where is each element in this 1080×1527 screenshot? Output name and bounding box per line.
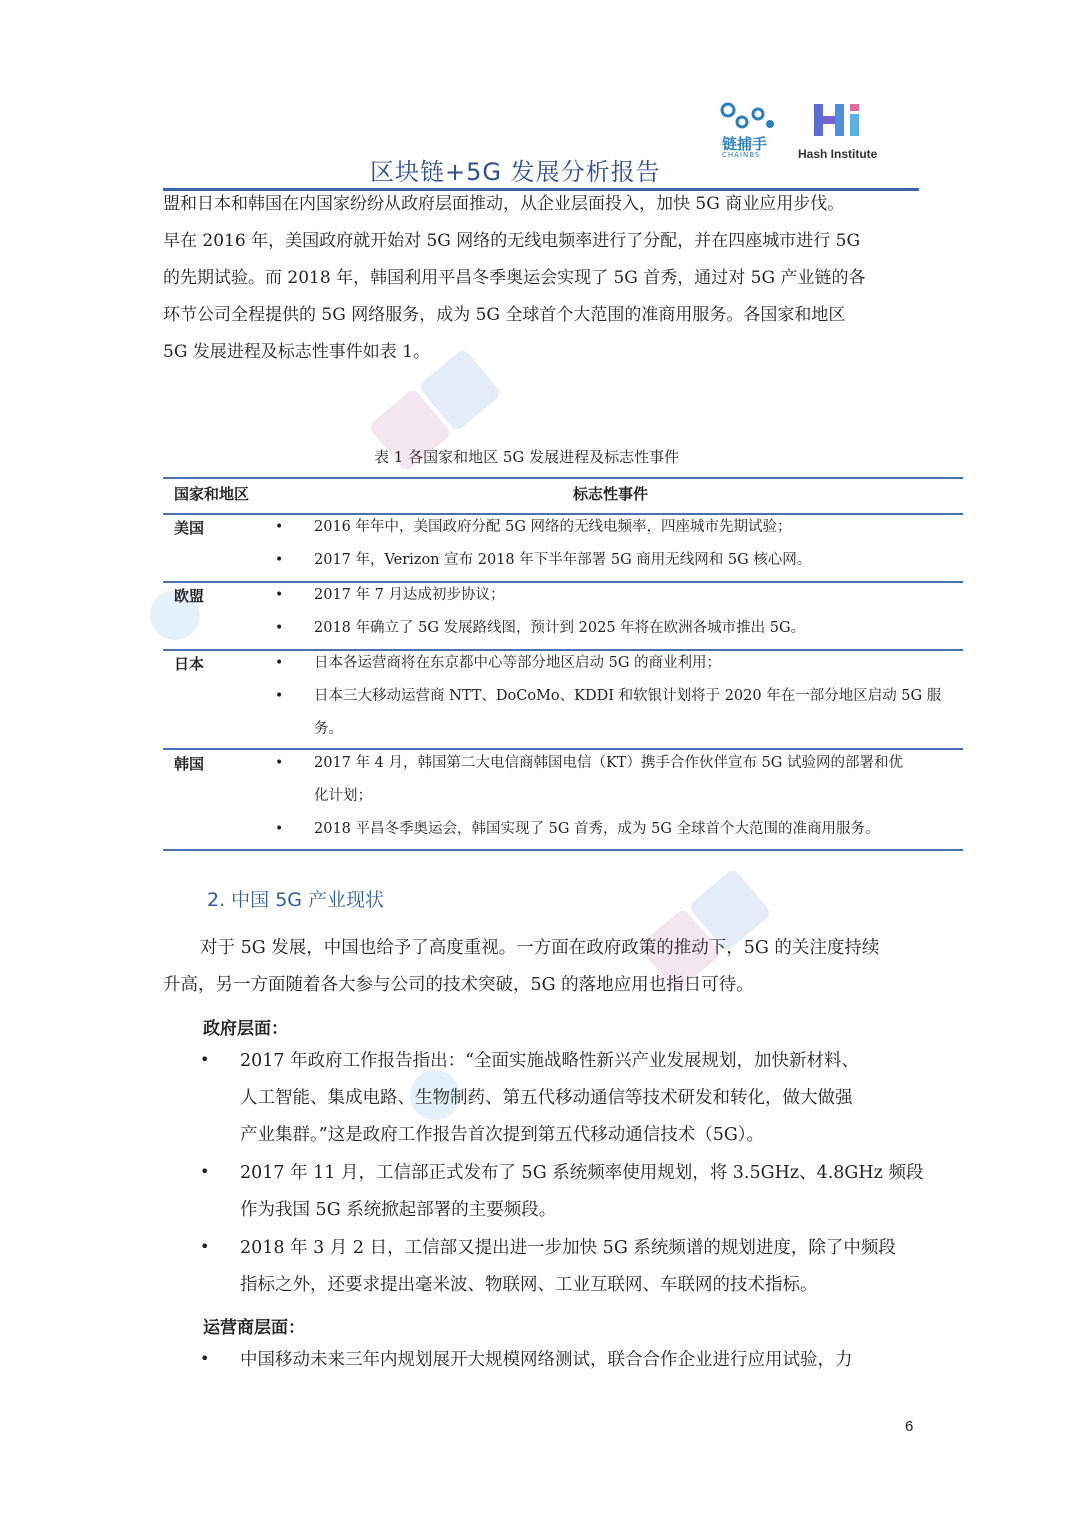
table-row-country: 日本 xyxy=(174,655,205,673)
intro-line: 的先期试验。而 2018 年，韩国利用平昌冬季奥运会实现了 5G 首秀，通过对 5G 产业链的各 xyxy=(163,268,866,288)
gov-item: 2017 年政府工作报告指出：“全面实施战略性新兴产业发展规划，加快新材料、 人工智能、集成电路、生物制药、第五代移动通信等技术研发和转化，做大做强 产业集群。”这是政府工作报告首次提到第五代移动通信技术（5G）。 xyxy=(240,1051,860,1145)
table-event: 2017 年 7 月达成初步协议； xyxy=(314,587,505,603)
bullet: • xyxy=(275,821,284,837)
operator-item: 中国移动未来三年内规划展开大规模网络测试，联合合作企业进行应用试验，力 xyxy=(240,1350,853,1370)
table-caption: 表 1 各国家和地区 5G 发展进程及标志性事件 xyxy=(374,448,680,466)
table-row-country: 美国 xyxy=(174,519,205,537)
intro-line: 盟和日本和韩国在内国家纷纷从政府层面推动，从企业层面投入，加快 5G 商业应用步伐。 xyxy=(163,194,845,214)
bullet: • xyxy=(200,1050,210,1069)
bullet: • xyxy=(275,552,284,568)
operator-level-heading: 运营商层面： xyxy=(203,1318,305,1338)
bullet: • xyxy=(200,1349,210,1368)
section-paragraph: 对于 5G 发展，中国也给予了高度重视。一方面在政府政策的推动下，5G 的关注度持续 xyxy=(200,938,880,958)
intro-line: 环节公司全程提供的 5G 网络服务，成为 5G 全球首个大范围的准商用服务。各国家和地区 xyxy=(163,305,846,325)
table-event: 2018 年确立了 5G 发展路线图，预计到 2025 年将在欧洲各城市推出 5G。 xyxy=(314,620,806,636)
intro-paragraph xyxy=(163,186,923,371)
bullet: • xyxy=(275,655,284,671)
gov-item: 2017 年 11 月，工信部正式发布了 5G 系统频率使用规划，将 3.5GHz、4.8GHz 频段 作为我国 5G 系统掀起部署的主要频段。 xyxy=(240,1163,924,1220)
table-event: 2017 年，Verizon 宣布 2018 年下半年部署 5G 商用无线网和 5G 核心网。 xyxy=(314,552,812,568)
table-event: 2016 年年中，美国政府分配 5G 网络的无线电频率，四座城市先期试验； xyxy=(314,519,792,535)
table-event: 日本三大移动运营商 NTT、DoCoMo、KDDI 和软银计划将于 2020 年在一部分地区启动 5G 服 务。 xyxy=(314,688,942,737)
chainbs-logo-icon xyxy=(718,100,778,134)
report-title: 区块链+5G 发展分析报告 xyxy=(370,158,661,186)
hash-institute-logo-text: Hash Institute xyxy=(798,147,878,161)
intro-line: 早在 2016 年，美国政府就开始对 5G 网络的无线电频率进行了分配，并在四座城市进行 5G xyxy=(163,231,861,251)
bullet: • xyxy=(275,587,284,603)
table-row-country: 欧盟 xyxy=(174,587,205,605)
table-rule xyxy=(163,849,963,851)
gov-level-heading: 政府层面： xyxy=(203,1019,288,1039)
bullet: • xyxy=(275,688,284,704)
bullet: • xyxy=(200,1162,210,1181)
hash-institute-logo-icon xyxy=(812,102,864,138)
chainbs-logo-subtext: CHAINBS xyxy=(722,151,761,159)
table-rule xyxy=(163,477,963,479)
bullet: • xyxy=(200,1237,210,1256)
table-event: 日本各运营商将在东京都中心等部分地区启动 5G 的商业利用； xyxy=(314,655,722,671)
table-row-country: 韩国 xyxy=(174,755,205,773)
section-heading: 2. 中国 5G 产业现状 xyxy=(207,889,385,911)
page-number: 6 xyxy=(905,1418,914,1435)
section-paragraph-cont: 升高，另一方面随着各大参与公司的技术突破，5G 的落地应用也指日可待。 xyxy=(163,975,754,995)
bullet: • xyxy=(275,755,284,771)
chainbs-logo-text: 链捕手 xyxy=(722,135,768,153)
bullet: • xyxy=(275,519,284,535)
table-header-country: 国家和地区 xyxy=(174,485,250,503)
table-event: 2017 年 4 月，韩国第二大电信商韩国电信（KT）携手合作伙伴宣布 5G 试验网的部署和优 化计划； xyxy=(314,755,903,804)
table-event: 2018 平昌冬季奥运会，韩国实现了 5G 首秀，成为 5G 全球首个大范围的准商用服务。 xyxy=(314,821,880,837)
table-header-events: 标志性事件 xyxy=(573,485,649,503)
gov-item: 2018 年 3 月 2 日，工信部又提出进一步加快 5G 系统频谱的规划进度，除了中频段 指标之外，还要求提出毫米波、物联网、工业互联网、车联网的技术指标。 xyxy=(240,1238,896,1295)
intro-line: 5G 发展进程及标志性事件如表 1。 xyxy=(163,342,431,362)
bullet: • xyxy=(275,620,284,636)
